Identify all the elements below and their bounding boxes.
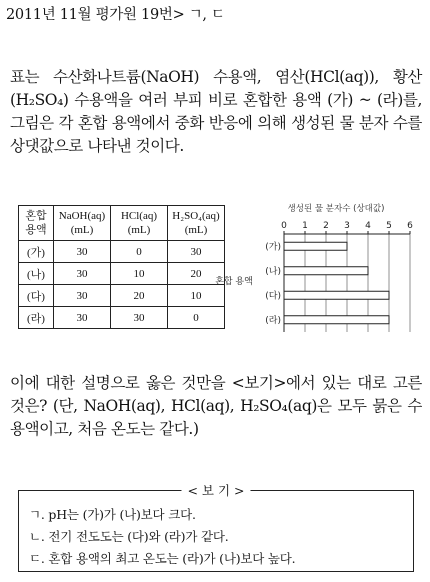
table-header: NaOH(aq) (mL) (54, 206, 111, 241)
chart-tick-label: 5 (386, 221, 392, 231)
chart-category-label: (가) (265, 242, 281, 253)
table-header: 혼합 용액 (19, 206, 54, 241)
table-cell: (나) (19, 263, 54, 285)
table-cell: 30 (168, 241, 225, 263)
table-cell: (다) (19, 285, 54, 307)
table-cell: 20 (168, 263, 225, 285)
table-cell: 20 (111, 285, 168, 307)
table-row (19, 263, 225, 285)
chart-category-label: (나) (265, 266, 281, 277)
intro-paragraph: 표는 수산화나트륨(NaOH) 수용액, 염산(HCl(aq)), 황산(H₂SO₄) 수용액을 여러 부피 비로 혼합한 용액 (가) ~ (라)를, 그림은 각 혼합 용액에서 중화 반응에 의해 생성된 물 분자 수를 상댓값으로 나타낸 것이다. (10, 68, 422, 155)
chart-tick-label: 0 (281, 221, 287, 231)
chart-tick-label: 2 (323, 221, 329, 231)
chart-tick-label: 1 (302, 221, 308, 231)
question-header: 2011년 11월 평가원 19번> ㄱ, ㄷ (6, 7, 225, 23)
table-cell: 30 (54, 263, 111, 285)
option-item: ㄴ. 전기 전도도는 (다)와 (라)가 같다. (29, 529, 229, 544)
options-box (18, 483, 414, 572)
table-cell: 0 (111, 241, 168, 263)
option-item: ㄷ. 혼합 용액의 최고 온도는 (라)가 (나)보다 높다. (29, 551, 296, 566)
table-header: H₂SO₄(aq) (mL) (168, 206, 225, 241)
table-cell: 30 (54, 241, 111, 263)
table-cell: 10 (111, 263, 168, 285)
chart-bar (284, 242, 347, 250)
table-cell: 0 (168, 307, 225, 329)
chart-category-label: (라) (265, 315, 281, 326)
table-cell: 30 (54, 285, 111, 307)
chart-tick-label: 3 (344, 221, 350, 231)
chart-tick-label: 4 (365, 221, 371, 231)
volume-table (18, 205, 225, 329)
chart-bar (284, 267, 368, 275)
option-item: ㄱ. pH는 (가)가 (나)보다 크다. (29, 507, 196, 522)
table-header: HCl(aq) (mL) (111, 206, 168, 241)
question-paragraph: 이에 대한 설명으로 옳은 것만을 <보기>에서 있는 대로 고른 것은? (단, NaOH(aq), HCl(aq), H₂SO₄(aq)은 모두 묽은 수용액이고, 처음 온도는 같다.) (10, 374, 422, 438)
chart-bar (284, 291, 389, 299)
chart-tick-label: 6 (407, 221, 413, 231)
table-cell: 10 (168, 285, 225, 307)
table-row (19, 285, 225, 307)
table-cell: 30 (54, 307, 111, 329)
options-box-title: < 보 기 > (181, 481, 250, 499)
table-row (19, 241, 225, 263)
water-molecule-bar-chart (215, 202, 420, 338)
chart-ylabel: 혼합 용액 (215, 277, 253, 287)
table-cell: (라) (19, 307, 54, 329)
table-row (19, 307, 225, 329)
chart-bar (284, 316, 389, 324)
table-cell: 30 (111, 307, 168, 329)
chart-category-label: (다) (265, 291, 281, 302)
chart-title: 생성된 물 분자수 (상대값) (287, 204, 385, 214)
table-cell: (가) (19, 241, 54, 263)
table-header-row (19, 206, 225, 241)
